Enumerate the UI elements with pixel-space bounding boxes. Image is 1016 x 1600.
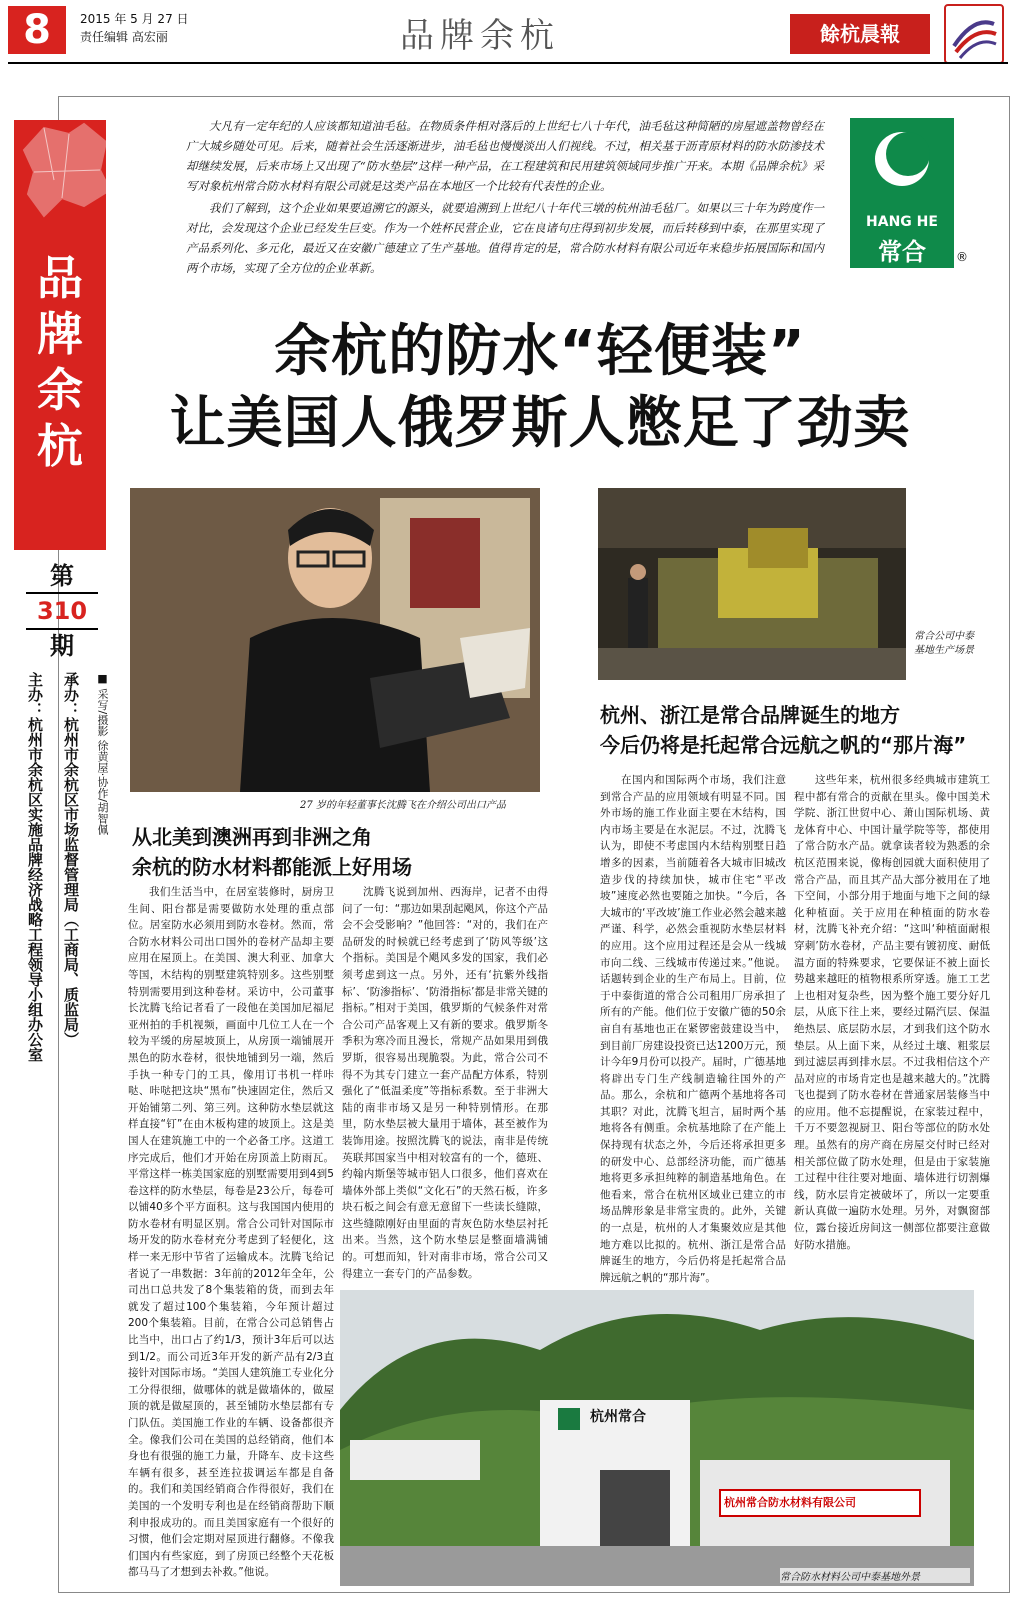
organizer-host: 承办：杭州市余杭区市场监督管理局（工商局、质监局） [62, 672, 80, 1047]
credits-line: ■ 采写/摄影 徐黄屋·协作/胡智佩 [96, 672, 109, 835]
newspaper-masthead: 餘杭晨報 [790, 14, 930, 54]
intro-text [186, 116, 824, 280]
body-column-3 [600, 772, 786, 1284]
body-column-2 [342, 884, 548, 1284]
intro-paragraph: 我们了解到，这个企业如果要追溯它的源头，就要追溯到上世纪八十年代三墩的杭州油毛毡厂。如果以三十年为跨度作一对比，会发现这个企业已经发生巨变。作为一个姓杯民营企业，它在良诸句庄得到初步发展，而后转移到中泰，在那里实现了产品系列化、多元化，最近又在安徽广德建立了生产基地。值得肯定的是，常合防水材料有限公司近年来稳步拓展国际和国内两个市场，实现了全方位的企业革新。 [186, 201, 824, 275]
body-column-1 [128, 884, 334, 1588]
yuhang-map-graphic [14, 120, 114, 240]
brand-vertical-title: 品牌余杭 [37, 251, 83, 473]
organizer-main: 主办：杭州市余杭区实施品牌经济战略工程领导小组办公室 [26, 672, 44, 1062]
base-caption: 常合防水材料公司中泰基地外景 [780, 1568, 970, 1583]
issue-suffix: 期 [50, 632, 74, 660]
logo-english-name: HANG HE [866, 214, 938, 230]
header-meta [80, 10, 189, 46]
section-title: 品牌余杭 [400, 16, 560, 56]
left-subheading [132, 822, 562, 882]
right-subheading-line-2: 今后仍将是托起常合远航之帆的“那片海” [600, 733, 967, 757]
issue-date: 2015 年 5 月 27 日 [80, 12, 189, 26]
intro-paragraph: 大凡有一定年纪的人应该都知道油毛毡。在物质条件相对落后的上世纪七八十年代，油毛毡这种简陋的房屋遮盖物曾经在广大城乡随处可见。后来，随着社会生活逐渐进步，油毛毡也慢慢淡出人们视线。不过，相关基于沥青原材料的防水防渗技术却继续发展，后来市场上又出现了“防水垫层”这样一种产品，在工程建筑和民用建筑领域同步推广开来。本期《品牌余杭》采写对象杭州常合防水材料有限公司就是这类产品在本地区一个比较有代表性的企业。 [186, 119, 824, 193]
base-exterior-photo [340, 1290, 974, 1586]
newspaper-emblem-icon [944, 4, 1004, 64]
main-headline [110, 316, 970, 460]
issue-number-box [26, 560, 98, 662]
factory-sign-text: 杭州常合 [590, 1409, 646, 1425]
factory-caption: 常合公司中泰基地生产场景 [914, 631, 974, 656]
logo-chinese-name: 常合 [878, 238, 926, 266]
body-paragraph: 沈腾飞说到加州、西海岸，记者不由得问了一句：“那边如果刮起飓风，你这个产品会不会受影响？”他回答：“对的，我们在产品研发的时候就已经考虑到了‘防风等级’这个指标。美国是个飓风多发的国家，我们必须考虑到这一点。另外，还有‘抗紫外线指标’、‘防渗指标’、‘防滑指标’都是非常关键的指标。”相对于美国，俄罗斯的气候条件对常合公司产品客观上又有新的要求。俄罗斯冬季积为寒冷而且漫长，常规产品如果用到俄罗斯，很容易出现脆裂。为此，常合公司不得不为其专门建立一套产品配方体系，特别强化了“低温柔度”等指标系数。至于非洲大陆的南非市场又是另一种特别情形。在那里，防水垫层被大量用于墙体，甚至被作为装饰用途。按照沈腾飞的说法，南非是传统英联邦国家当中相对较富有的一个，德班、约翰内斯堡等城市铝人口很多，他们喜欢在墙体外部上类似“文化石”的天然石板，许多块石板之间会有意无意留下一些读长缝隙，这些缝隙刚好由里面的青灰色防水垫层衬托出来。当然，这个防水垫层是整面墙满铺的。可想而知，针对南非市场，常合公司又得建立一套专门的产品参数。 [342, 886, 548, 1280]
portrait-caption: 27 岁的年轻董事长沈腾飞在介绍公司出口产品 [300, 800, 506, 811]
right-subheading-line-1: 杭州、浙江是常合品牌诞生的地方 [600, 703, 900, 727]
left-subheading-line-1: 从北美到澳洲再到非洲之角 [132, 825, 372, 849]
headline-line-2: 让美国人俄罗斯人憋足了劲卖 [169, 391, 911, 456]
headline-line-1: 余杭的防水“轻便装” [274, 319, 806, 384]
body-paragraph: 这些年来，杭州很多经典城市建筑工程中都有常合的贡献在里头。像中国美术学院、浙江世贸中心、萧山国际机场、黄龙体育中心、中国计量学院等等，都使用了常合防水产品。就拿读者较为熟悉的余杭区范围来说，像梅创园就大面积使用了常合产品，而且其产品大部分被用在了地下空间，小部分用于地面与地下之间的绿化种植面。关于应用在种植面的防水卷材，沈腾飞补充介绍：“这叫‘种植面耐根穿刺’防水卷材，产品主要有镀初度、耐低温方面的特殊要求，它要保证不被上面长势越来越旺的植物根系所穿透。施工工艺上也相对复杂些，因为整个施工要分好几层，从底下往上来，要经过隔汽层、保温绝热层、底层防水层，才到我们这个防水垫层。从上面下来，从经过土壤、粗浆层到过滤层再到排水层。不过我相信这个产品对应的市场肯定也是越来越大的。”沈腾飞也提到了防水卷材在普通家居装修当中的应用。他不忘提醒说，在家装过程中，千万不要忽视厨卫、阳台等部位的防水处理。虽然有的房产商在房屋交付时已经对相关部位做了防水处理，但是由于家装施工过程中往往要对地面、墙体进行切割爆线，防水层肯定被破坏了，所以一定要重新认真做一遍防水处理。另外，对飘窗部位，露台接近房间这一侧部位都要注意做好防水措施。 [794, 774, 990, 1251]
page-number: 8 [8, 6, 66, 54]
body-paragraph: 在国内和国际两个市场，我们注意到常合产品的应用领域有明显不同。国外市场的施工作业面主要在木结构，国内市场主要是在水泥层。不过，沈腾飞认为，即使不考虑国内木结构别墅日趋增多的因素，当前随着各大城市旧城改造步伐的持续加快，城市住宅“平改坡”速度必然也要随之加快。“今后，各大城市的‘平改坡’施工作业必然会越来越严谨、科学，必然会重视防水垫层材料的应用。这个应用过程还是会从一线城市向二线、三线城市传递过来。”他说。话题转到企业的生产布局上。目前，位于中泰街道的常合公司租用厂房承担了所有的产能。他们位于安徽广德的50余亩自有基地也正在紧锣密鼓建设当中，到目前厂房建设投资已达1200万元，预计今年9月份可以投产。届时，广德基地将辟出专门生产线制造输往国外的产品。那么，余杭和广德两个基地将各司其职？对此，沈腾飞坦言，届时两个基地将各有侧重。余杭基地除了在产能上保持现有状态之外，今后还将承担更多的研发中心、总部经济功能，而广德基地将更多承担纯粹的制造基地角色。在他看来，常合在杭州区域业已建立的市场品牌形象是非常宝贵的。此外，关键的一点是，杭州的人才集聚效应是其他地方难以比拟的。杭州、浙江是常合品牌诞生的地方，今后仍将是托起常合品牌远航之帆的“那片海”。 [600, 774, 786, 1284]
company-banner-text: 杭州常合防水材料有限公司 [724, 1496, 856, 1509]
factory-photo [598, 488, 906, 680]
body-paragraph: 我们生活当中，在居室装修时，厨房卫生间、阳台都是需要做防水处理的重点部位。居室防水必须用到防水卷材。然而，常合防水材料公司出口国外的卷材产品却主要应用在屋顶上。在美国、澳大利亚、加拿大等国，木结构的别墅建筑特别多。这些别墅特别需要用到这种卷材。采访中，公司董事长沈腾飞给记者看了一段他在美国加尼福尼亚州拍的手机视频，画面中几位工人在一个较为平缓的房屋坡顶上，从房顶一端铺展开黑色的防水卷材，很快地铺到另一端，然后手执一种专门的工具，像用订书机一样咔哒、咔哒把这块“黑布”快速固定住，然后又开始铺第二列、第三列。这种防水垫层就这样直接“钉”在由木板构建的坡顶上。这是美国人在建筑施工中的一个必备工序。这道工序完成后，他们才开始在房顶盖上防雨瓦。平常这样一栋美国家庭的别墅需要用到4到5卷这样的防水垫层，每卷是23公斤，每卷可以铺40多个平方面积。这与我国国内使用的防水卷材有明显区别。常合公司针对国际市场开发的防水卷材充分考虑到了轻便化，这样一来无形中节省了运输成本。沈腾飞给记者说了一串数据：3年前的2012年全年，公司出口总共发了8个集装箱的货，而到去年就发了超过100个集装箱，今年预计超过200个集装箱。目前，在常合公司总销售占比当中，出口占了约1/3，预计3年后可以达到1/2。而公司近3年开发的新产品有2/3直接针对国际市场。“美国人建筑施工专业化分工分得很细，做哪体的就是做墙体的，做屋顶的就是做屋顶的，甚至铺防水垫层都有专门队伍。美国施工作业的车辆、设备都很齐全。像我们公司在美国的总经销商，他们本身也有很强的施工力量，升降车、皮卡这些车辆有很多，甚至连拉拔调运车都是自备的。我们和美国经销商合作得很好，我们在美国的一个发明专利也是在经销商帮助下顺利申报成功的。而且美国家庭有一个很好的习惯，他们会定期对屋顶进行翻修。不像我们国内有些家庭，到了房顶已经整个天花板都马马了才想到去补救。”他说。 [128, 886, 334, 1579]
editor-line: 责任编辑 高宏丽 [80, 30, 168, 44]
body-column-4 [794, 772, 990, 1284]
registered-mark: ® [956, 250, 968, 264]
left-subheading-line-2: 余杭的防水材料都能派上好用场 [132, 855, 412, 879]
portrait-photo [130, 488, 540, 792]
right-subheading [600, 700, 1000, 760]
issue-prefix: 第 [50, 562, 74, 590]
header-rule [8, 62, 1008, 64]
issue-number: 310 [26, 592, 98, 630]
crescent-moon-icon [872, 128, 932, 190]
